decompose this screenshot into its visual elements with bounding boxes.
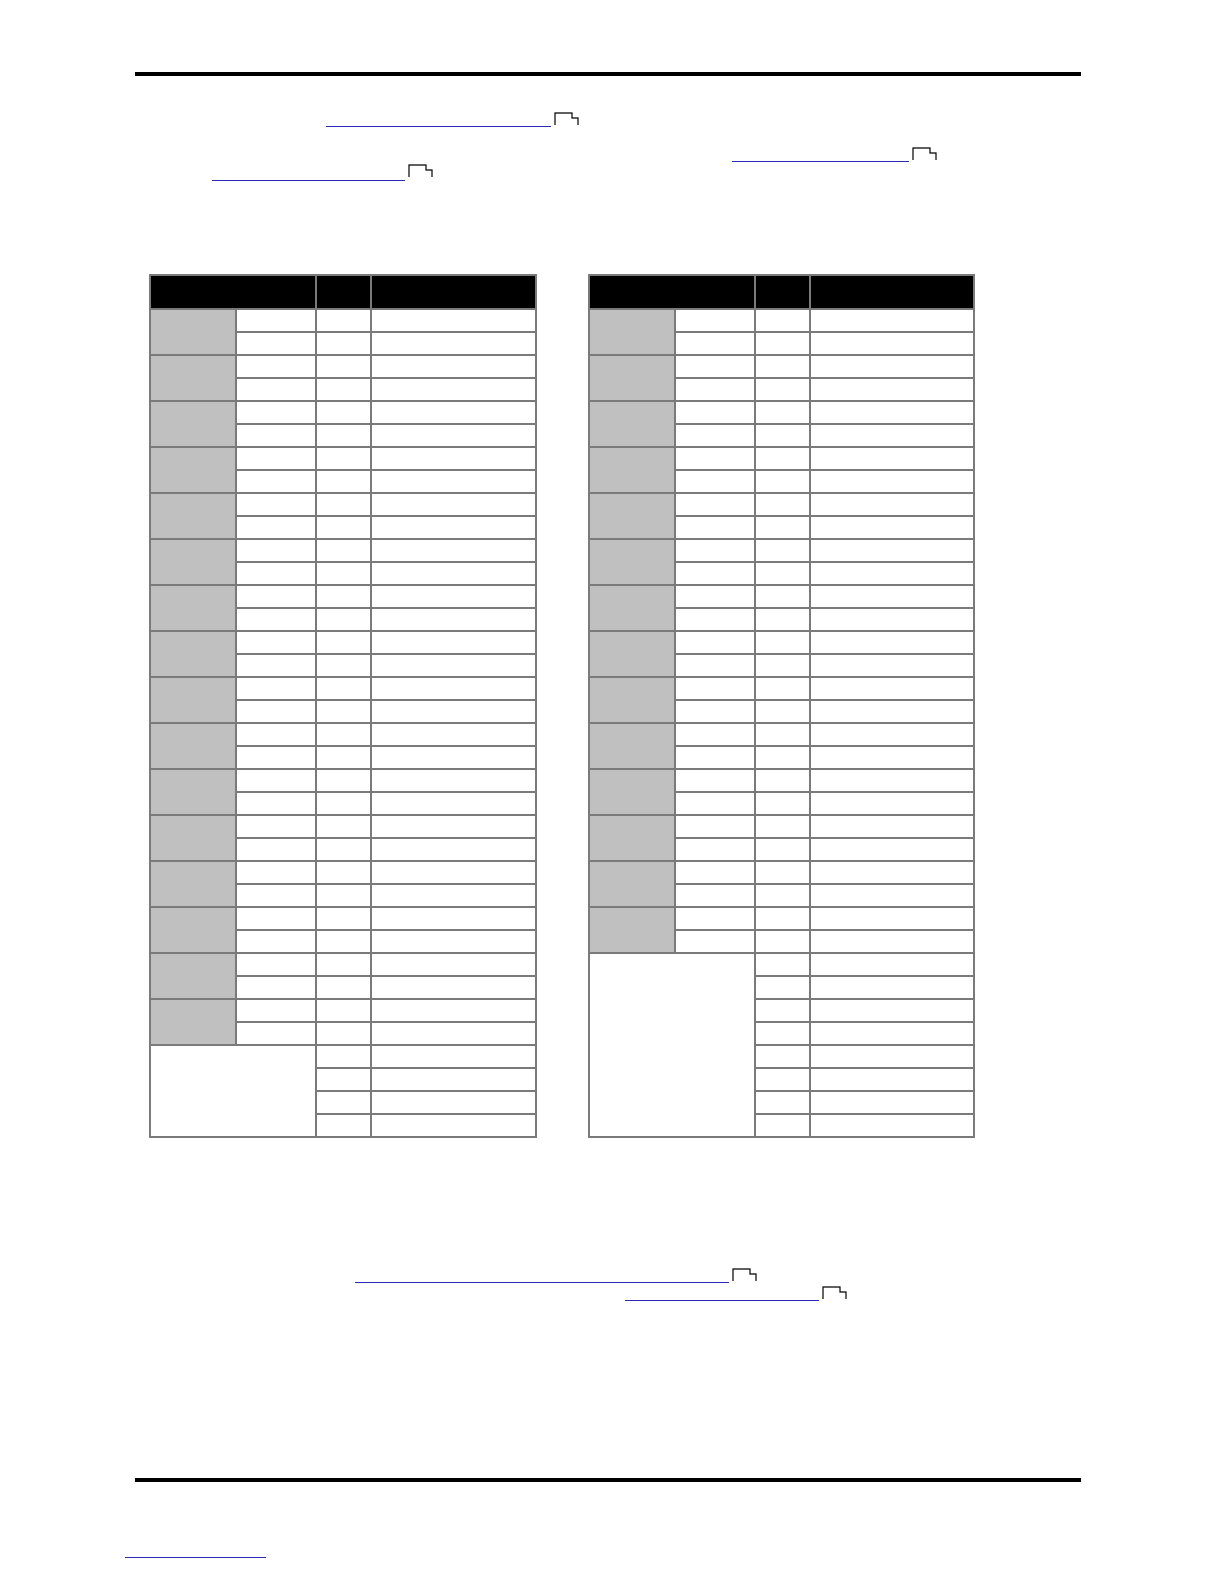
table-cell — [236, 723, 316, 746]
table-cell — [236, 585, 316, 608]
table-cell — [675, 401, 755, 424]
column-header — [150, 275, 316, 309]
table-row — [150, 999, 536, 1022]
table-cell — [236, 792, 316, 815]
table-cell — [755, 470, 810, 493]
table-cell — [810, 861, 974, 884]
table-cell — [810, 815, 974, 838]
table-cell — [675, 930, 755, 953]
table-cell — [371, 815, 536, 838]
table-cell — [755, 355, 810, 378]
table-cell — [236, 401, 316, 424]
table-cell — [236, 654, 316, 677]
table-cell — [236, 677, 316, 700]
table-cell — [371, 976, 536, 999]
table-cell — [371, 884, 536, 907]
table-cell — [810, 746, 974, 769]
group-cell — [150, 631, 236, 677]
table-cell — [675, 608, 755, 631]
table-cell — [810, 493, 974, 516]
table-cell — [316, 1045, 371, 1068]
table-cell — [675, 746, 755, 769]
table-cell — [755, 585, 810, 608]
table-cell — [371, 424, 536, 447]
table-cell — [316, 631, 371, 654]
table-cell — [755, 700, 810, 723]
table-cell — [236, 470, 316, 493]
table-row — [589, 953, 974, 976]
table-row — [150, 723, 536, 746]
table-cell — [755, 654, 810, 677]
table-cell — [316, 677, 371, 700]
table-cell — [755, 401, 810, 424]
table-cell — [675, 516, 755, 539]
table-cell — [755, 608, 810, 631]
group-cell — [589, 401, 675, 447]
table-cell — [316, 769, 371, 792]
table-cell — [236, 884, 316, 907]
table-cell — [371, 769, 536, 792]
table-cell — [236, 355, 316, 378]
table-cell — [755, 884, 810, 907]
table-row — [589, 907, 974, 930]
table-cell — [316, 562, 371, 585]
table-cell — [675, 884, 755, 907]
table-cell — [810, 309, 974, 332]
table-cell — [316, 516, 371, 539]
table-cell — [755, 332, 810, 355]
table-cell — [810, 953, 974, 976]
table-cell — [371, 631, 536, 654]
table-cell — [316, 838, 371, 861]
table-cell — [236, 976, 316, 999]
table-cell — [316, 378, 371, 401]
table-cell — [755, 1114, 810, 1137]
table-cell — [755, 746, 810, 769]
table-cell — [810, 723, 974, 746]
table-cell — [810, 608, 974, 631]
table-cell — [675, 378, 755, 401]
table-cell — [316, 401, 371, 424]
table-row — [589, 677, 974, 700]
table-cell — [316, 723, 371, 746]
table-row — [150, 309, 536, 332]
table-cell — [371, 562, 536, 585]
table-cell — [810, 769, 974, 792]
group-cell — [150, 723, 236, 769]
group-cell — [589, 447, 675, 493]
table-cell — [316, 884, 371, 907]
table-cell — [236, 309, 316, 332]
table-cell — [316, 539, 371, 562]
table-cell — [236, 700, 316, 723]
table-cell — [755, 953, 810, 976]
table-cell — [810, 631, 974, 654]
group-cell — [150, 355, 236, 401]
table-cell — [371, 516, 536, 539]
table-cell — [371, 654, 536, 677]
table-row — [150, 677, 536, 700]
table-cell — [755, 815, 810, 838]
table-cell — [236, 631, 316, 654]
table-cell — [371, 608, 536, 631]
link-3[interactable] — [212, 180, 405, 181]
table-cell — [371, 378, 536, 401]
table-cell — [810, 447, 974, 470]
table-cell — [755, 861, 810, 884]
table-cell — [810, 1022, 974, 1045]
group-cell — [150, 401, 236, 447]
table-cell — [810, 1091, 974, 1114]
table-cell — [755, 562, 810, 585]
table-cell — [755, 976, 810, 999]
table-cell — [675, 907, 755, 930]
table-cell — [371, 1068, 536, 1091]
table-cell — [755, 1068, 810, 1091]
header-rule — [135, 72, 1081, 76]
table-cell — [755, 539, 810, 562]
table-cell — [755, 516, 810, 539]
page-ref-icon[interactable] — [732, 1268, 757, 1282]
group-cell — [589, 861, 675, 907]
table-cell — [755, 930, 810, 953]
table-cell — [810, 884, 974, 907]
table-row — [150, 907, 536, 930]
table-cell — [316, 654, 371, 677]
table-cell — [675, 493, 755, 516]
table-cell — [755, 838, 810, 861]
table-row — [589, 493, 974, 516]
table-cell — [755, 309, 810, 332]
table-cell — [675, 355, 755, 378]
table-cell — [755, 424, 810, 447]
table-cell — [755, 1045, 810, 1068]
table-cell — [371, 447, 536, 470]
table-cell — [810, 539, 974, 562]
column-header — [371, 275, 536, 309]
table-cell — [755, 723, 810, 746]
table-cell — [755, 999, 810, 1022]
group-cell — [589, 815, 675, 861]
group-cell — [150, 999, 236, 1045]
table-cell — [316, 1022, 371, 1045]
left-table — [149, 274, 537, 1138]
table-cell — [675, 631, 755, 654]
table-cell — [810, 838, 974, 861]
table-row — [150, 631, 536, 654]
group-cell — [150, 539, 236, 585]
link-5[interactable] — [625, 1300, 819, 1301]
table-cell — [371, 999, 536, 1022]
table-cell — [755, 1022, 810, 1045]
table-cell — [316, 447, 371, 470]
column-header — [810, 275, 974, 309]
table-cell — [316, 1114, 371, 1137]
table-cell — [675, 654, 755, 677]
table-cell — [810, 401, 974, 424]
table-cell — [675, 838, 755, 861]
table-cell — [810, 378, 974, 401]
table-cell — [810, 332, 974, 355]
table-cell — [236, 815, 316, 838]
table-cell — [755, 493, 810, 516]
table-cell — [810, 930, 974, 953]
table-cell — [236, 493, 316, 516]
table-cell — [371, 953, 536, 976]
table-cell — [371, 907, 536, 930]
table-cell — [236, 746, 316, 769]
table-row — [589, 585, 974, 608]
table-cell — [810, 585, 974, 608]
table-cell — [371, 746, 536, 769]
footer-link[interactable] — [125, 1557, 266, 1558]
table-cell — [755, 677, 810, 700]
table-cell — [755, 378, 810, 401]
table-cell — [236, 516, 316, 539]
table-cell — [371, 700, 536, 723]
column-header — [316, 275, 371, 309]
table-row — [150, 447, 536, 470]
group-cell — [589, 631, 675, 677]
table-cell — [755, 447, 810, 470]
table-cell — [236, 447, 316, 470]
table-cell — [371, 539, 536, 562]
table-cell — [316, 792, 371, 815]
group-cell — [150, 815, 236, 861]
table-row — [589, 769, 974, 792]
table-cell — [810, 677, 974, 700]
table-cell — [316, 470, 371, 493]
group-cell — [150, 907, 236, 953]
table-cell — [316, 999, 371, 1022]
table-cell — [316, 907, 371, 930]
table-cell — [810, 424, 974, 447]
table-cell — [316, 493, 371, 516]
table-cell — [371, 1091, 536, 1114]
table-cell — [371, 930, 536, 953]
table-cell — [810, 562, 974, 585]
group-cell — [589, 493, 675, 539]
table-cell — [371, 470, 536, 493]
link-4[interactable] — [355, 1282, 729, 1283]
table-cell — [236, 861, 316, 884]
table-cell — [236, 424, 316, 447]
group-cell — [589, 309, 675, 355]
table-cell — [675, 562, 755, 585]
group-cell — [150, 309, 236, 355]
table-cell — [316, 608, 371, 631]
table-cell — [810, 516, 974, 539]
table-cell — [810, 654, 974, 677]
page-ref-icon[interactable] — [912, 147, 937, 161]
table-cell — [810, 470, 974, 493]
table-cell — [755, 631, 810, 654]
table-cell — [371, 838, 536, 861]
table-cell — [675, 585, 755, 608]
table-row — [150, 861, 536, 884]
table-cell — [371, 792, 536, 815]
column-header — [755, 275, 810, 309]
table-cell — [371, 1114, 536, 1137]
table-cell — [371, 723, 536, 746]
table-row — [589, 861, 974, 884]
table-cell — [810, 999, 974, 1022]
table-cell — [371, 332, 536, 355]
table-cell — [316, 309, 371, 332]
table-cell — [316, 815, 371, 838]
table-cell — [316, 424, 371, 447]
table-cell — [236, 907, 316, 930]
table-row — [589, 723, 974, 746]
group-cell — [150, 447, 236, 493]
table-cell — [236, 1022, 316, 1045]
table-cell — [675, 447, 755, 470]
table-row — [150, 493, 536, 516]
group-cell — [150, 585, 236, 631]
table-cell — [316, 746, 371, 769]
table-cell — [755, 769, 810, 792]
table-cell — [675, 769, 755, 792]
table-cell — [675, 861, 755, 884]
table-row — [150, 355, 536, 378]
table-cell — [236, 953, 316, 976]
group-cell — [589, 769, 675, 815]
link-1[interactable] — [326, 126, 551, 127]
table-header-row — [589, 275, 974, 309]
table-cell — [236, 930, 316, 953]
table-cell — [675, 723, 755, 746]
group-cell — [589, 539, 675, 585]
table-cell — [371, 493, 536, 516]
table-cell — [675, 677, 755, 700]
table-cell — [755, 792, 810, 815]
table-row — [589, 447, 974, 470]
table-row — [589, 309, 974, 332]
table-row — [150, 401, 536, 424]
table-cell — [810, 1068, 974, 1091]
table-cell — [316, 1068, 371, 1091]
table-cell — [371, 355, 536, 378]
table-cell — [675, 792, 755, 815]
table-cell — [316, 953, 371, 976]
group-cell — [589, 907, 675, 953]
table-row — [150, 585, 536, 608]
group-cell — [589, 585, 675, 631]
table-cell — [810, 355, 974, 378]
group-cell — [150, 493, 236, 539]
column-header — [589, 275, 755, 309]
table-cell — [236, 539, 316, 562]
table-row — [150, 539, 536, 562]
table-cell — [810, 976, 974, 999]
blank-cell — [589, 953, 755, 1137]
table-cell — [371, 585, 536, 608]
table-cell — [236, 838, 316, 861]
table-row — [150, 815, 536, 838]
table-cell — [675, 332, 755, 355]
table-row — [150, 1045, 536, 1068]
table-cell — [675, 700, 755, 723]
table-cell — [371, 1022, 536, 1045]
group-cell — [589, 677, 675, 723]
table-row — [150, 953, 536, 976]
table-cell — [371, 677, 536, 700]
table-row — [589, 355, 974, 378]
table-cell — [316, 585, 371, 608]
table-cell — [810, 792, 974, 815]
table-cell — [236, 769, 316, 792]
table-cell — [675, 424, 755, 447]
table-row — [589, 539, 974, 562]
group-cell — [150, 769, 236, 815]
page-ref-icon[interactable] — [822, 1286, 847, 1300]
group-cell — [150, 677, 236, 723]
table-cell — [236, 332, 316, 355]
table-cell — [810, 700, 974, 723]
table-cell — [236, 562, 316, 585]
table-row — [589, 401, 974, 424]
table-cell — [316, 930, 371, 953]
table-row — [150, 769, 536, 792]
group-cell — [589, 355, 675, 401]
table-cell — [810, 1045, 974, 1068]
table-cell — [236, 999, 316, 1022]
table-cell — [810, 907, 974, 930]
blank-cell — [150, 1045, 316, 1137]
group-cell — [589, 723, 675, 769]
table-cell — [371, 309, 536, 332]
table-row — [589, 815, 974, 838]
table-cell — [675, 539, 755, 562]
group-cell — [150, 861, 236, 907]
table-cell — [675, 470, 755, 493]
page-ref-icon[interactable] — [554, 112, 579, 126]
table-cell — [675, 815, 755, 838]
table-cell — [755, 1091, 810, 1114]
table-cell — [316, 355, 371, 378]
table-row — [589, 631, 974, 654]
table-header-row — [150, 275, 536, 309]
table-cell — [316, 976, 371, 999]
right-table — [588, 274, 975, 1138]
table-cell — [236, 608, 316, 631]
table-cell — [316, 861, 371, 884]
link-2[interactable] — [732, 161, 909, 162]
table-cell — [236, 378, 316, 401]
table-cell — [371, 1045, 536, 1068]
group-cell — [150, 953, 236, 999]
table-cell — [371, 401, 536, 424]
table-cell — [371, 861, 536, 884]
table-cell — [675, 309, 755, 332]
table-cell — [755, 907, 810, 930]
table-cell — [316, 1091, 371, 1114]
page-ref-icon[interactable] — [408, 164, 433, 178]
footer-rule — [135, 1478, 1081, 1482]
table-cell — [316, 332, 371, 355]
table-cell — [810, 1114, 974, 1137]
table-cell — [316, 700, 371, 723]
